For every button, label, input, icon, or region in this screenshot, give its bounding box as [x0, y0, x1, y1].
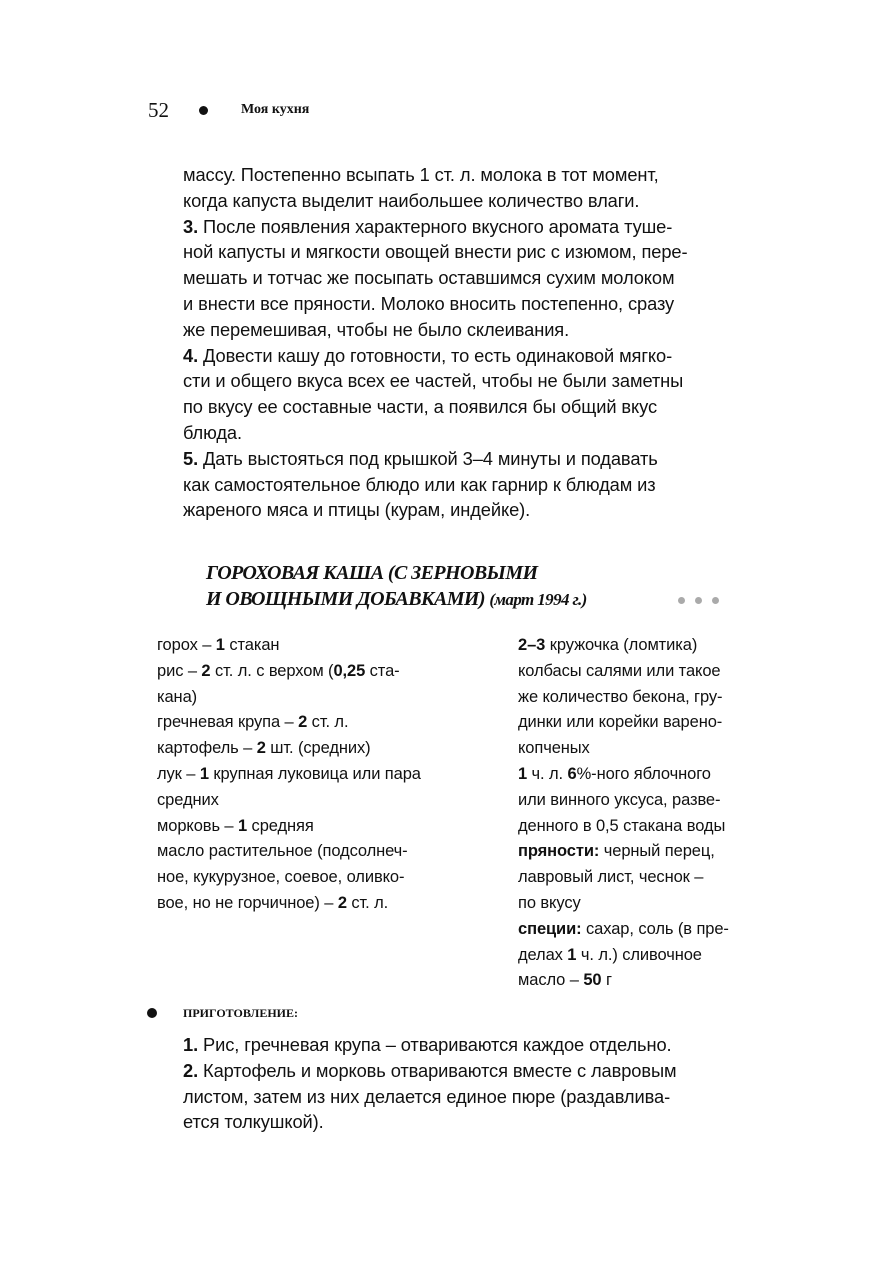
- text-line: [157, 788, 421, 814]
- text: когда капуста выделит наибольшее количество влаги.: [183, 189, 640, 211]
- bold-text: 3.: [183, 215, 199, 237]
- bold-text: 2: [337, 893, 347, 912]
- text: или винного уксуса, разве-: [518, 790, 721, 809]
- text-line: [518, 968, 729, 994]
- bold-text: 0,25: [333, 661, 366, 680]
- text-line: [183, 420, 687, 446]
- text-line: [183, 1032, 676, 1058]
- ingredients-left-column: [157, 633, 421, 917]
- text-line: [518, 814, 729, 840]
- bold-text: пряности:: [518, 842, 600, 861]
- text-line: [518, 762, 729, 788]
- bold-text: специи:: [518, 919, 582, 938]
- text: картофель –: [157, 739, 257, 758]
- bold-text: 2: [256, 739, 266, 758]
- text: и внести все пряности. Молоко вносить постепенно, сразу: [183, 292, 675, 314]
- bold-text: 2: [298, 713, 308, 732]
- text: ч. л.: [527, 764, 568, 783]
- text: масло –: [518, 971, 584, 990]
- text: жареного мяса и птицы (курам, индейке).: [183, 499, 531, 521]
- ornament-dots-icon: [678, 597, 719, 604]
- bold-text: 1: [518, 764, 528, 783]
- bold-text: 2–3: [518, 636, 546, 654]
- text: кружочка (ломтика): [545, 636, 698, 654]
- bold-text: 1: [567, 945, 577, 964]
- text: же перемешивая, чтобы не было склеивания.: [183, 318, 570, 340]
- text-line: [518, 865, 729, 891]
- text: %-ного яблочного: [576, 764, 711, 783]
- text: После появления характерного вкусного аромата туше-: [198, 215, 673, 237]
- text-line: [183, 1084, 676, 1110]
- bold-text: 6: [567, 764, 577, 783]
- text: черный перец,: [599, 842, 715, 861]
- text: копченых: [518, 739, 590, 758]
- text: средних: [157, 790, 219, 809]
- text: рис –: [157, 661, 202, 680]
- text-line: [157, 891, 421, 917]
- text-line: [183, 188, 687, 214]
- text-line: [183, 317, 687, 343]
- text-line: [157, 685, 421, 711]
- text: ст. л.: [346, 893, 389, 912]
- text-line: [518, 710, 729, 736]
- text-line: [183, 291, 687, 317]
- text: Рис, гречневая крупа – отвариваются каждое отдельно.: [198, 1034, 672, 1055]
- text-line: [157, 710, 421, 736]
- text: горох –: [157, 636, 216, 654]
- text-line: [183, 394, 687, 420]
- text-line: [157, 633, 421, 659]
- text: Дать выстояться под крышкой 3–4 минуты и подавать: [198, 447, 658, 469]
- recipe-title-line2: И ОВОЩНЫМИ ДОБАВКАМИ): [206, 588, 485, 610]
- text: массу. Постепенно всыпать 1 ст. л. молока в тот момент,: [183, 164, 659, 185]
- text: шт. (средних): [265, 739, 371, 758]
- text: по вкусу ее составные части, а появился бы общий вкус: [183, 396, 658, 418]
- text-line: [183, 446, 687, 472]
- text-line: [183, 265, 687, 291]
- text-line: [183, 368, 687, 394]
- text-line: [518, 891, 729, 917]
- text-line: [518, 736, 729, 762]
- text: масло растительное (подсолнеч-: [157, 842, 408, 861]
- text-line: [183, 1058, 676, 1084]
- text-line: [518, 633, 729, 659]
- text: делах: [518, 945, 568, 964]
- text-line: [157, 762, 421, 788]
- text: как самостоятельное блюдо или как гарнир к блюдам из: [183, 473, 656, 495]
- bold-text: 2.: [183, 1059, 199, 1081]
- text: гречневая крупа –: [157, 713, 299, 732]
- bold-text: 1: [199, 764, 209, 783]
- text: же количество бекона, гру-: [518, 687, 723, 706]
- text: блюда.: [183, 421, 242, 443]
- text: по вкусу: [518, 893, 581, 912]
- text: сти и общего вкуса всех ее частей, чтобы не были заметны: [183, 370, 684, 392]
- body-text-top: [183, 162, 687, 523]
- body-text-bottom: [183, 1032, 676, 1135]
- text: динки или корейки варено-: [518, 713, 723, 732]
- text-line: [157, 736, 421, 762]
- text-line: [183, 162, 687, 188]
- text: сахар, соль (в пре-: [581, 919, 729, 938]
- bold-text: 1: [238, 816, 248, 835]
- text: кана): [157, 687, 198, 706]
- text: Картофель и морковь отвариваются вместе с лавровым: [198, 1059, 677, 1081]
- text: ной капусты и мягкости овощей внести рис с изюмом, пере-: [183, 241, 688, 263]
- text-line: [518, 659, 729, 685]
- text: вое, но не горчичное) –: [157, 893, 338, 912]
- bold-text: 1.: [183, 1034, 199, 1055]
- text: колбасы салями или такое: [518, 661, 721, 680]
- preparation-heading: ПРИГОТОВЛЕНИЕ:: [183, 1006, 299, 1020]
- page-number: 52: [148, 98, 169, 122]
- bold-text: 5.: [183, 447, 199, 469]
- text-line: [518, 943, 729, 969]
- text-line: [157, 814, 421, 840]
- recipe-title: [206, 560, 587, 613]
- text: Довести кашу до готовности, то есть одинаковой мягко-: [198, 344, 673, 366]
- text-line: [157, 865, 421, 891]
- running-header-title: Моя кухня: [241, 102, 310, 117]
- bold-text: 1: [215, 636, 225, 654]
- text: ется толкушкой).: [183, 1111, 324, 1133]
- bold-text: 50: [583, 971, 602, 990]
- ingredients-right-column: [518, 633, 729, 994]
- text-line: [183, 497, 687, 523]
- bold-text: 4.: [183, 344, 199, 366]
- text: ст. л.: [307, 713, 349, 732]
- text: листом, затем из них делается единое пюре (раздавлива-: [183, 1085, 671, 1107]
- text: средняя: [247, 816, 314, 835]
- text: лук –: [157, 764, 200, 783]
- text-line: [157, 659, 421, 685]
- text-line: [157, 839, 421, 865]
- text: ст. л. с верхом (: [210, 661, 334, 680]
- text-line: [518, 839, 729, 865]
- text-line: [183, 472, 687, 498]
- text: ное, кукурузное, соевое, оливко-: [157, 868, 405, 887]
- recipe-date: (март 1994 г.): [489, 590, 587, 609]
- text: лавровый лист, чеснок –: [518, 868, 704, 887]
- text-line: [183, 214, 687, 240]
- text-line: [183, 343, 687, 369]
- text: ч. л.) сливочное: [576, 945, 702, 964]
- header-bullet-icon: [199, 106, 208, 115]
- text: крупная луковица или пара: [208, 764, 421, 783]
- text-line: [518, 685, 729, 711]
- bold-text: 2: [201, 661, 211, 680]
- text-line: [518, 788, 729, 814]
- text-line: [518, 917, 729, 943]
- text: морковь –: [157, 816, 238, 835]
- text: мешать и тотчас же посыпать оставшимся сухим молоком: [183, 267, 675, 289]
- recipe-title-line1: ГОРОХОВАЯ КАША (С ЗЕРНОВЫМИ: [206, 562, 538, 584]
- text: денного в 0,5 стакана воды: [518, 816, 726, 835]
- section-bullet-icon: [147, 1008, 157, 1018]
- text: г: [601, 971, 612, 990]
- text-line: [183, 1109, 676, 1135]
- text: стакан: [224, 636, 280, 654]
- text: ста-: [365, 661, 400, 680]
- text-line: [183, 239, 687, 265]
